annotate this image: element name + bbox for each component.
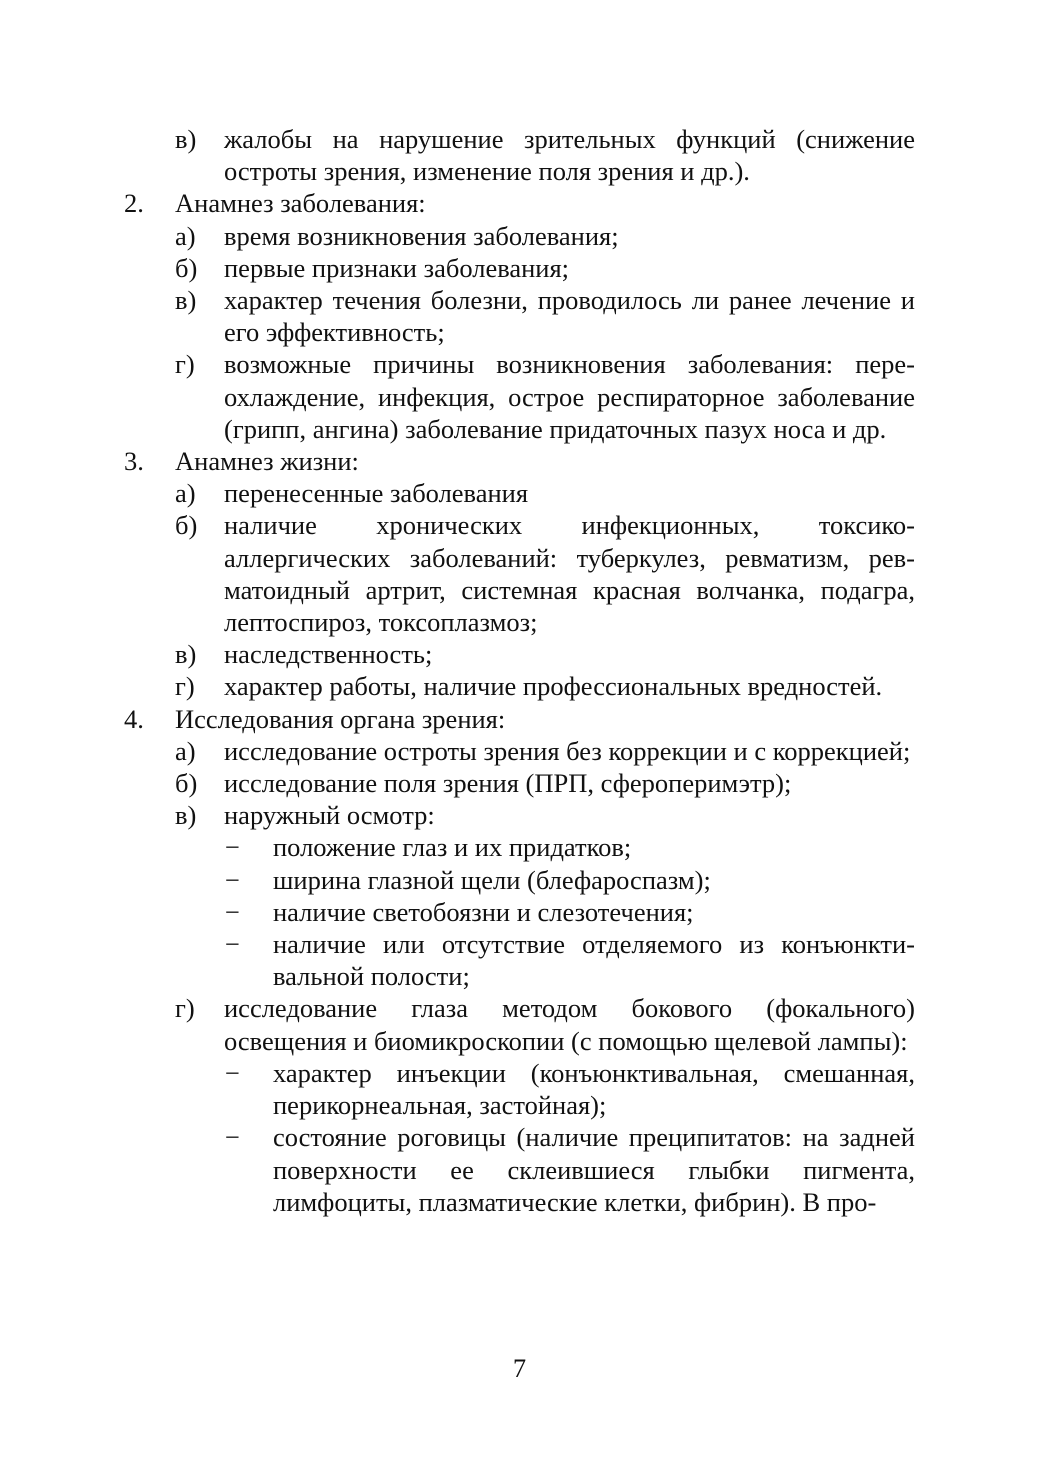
lettered-item xyxy=(0,348,1039,445)
list-item-text: наличие или отсутствие отделяемого из конъюнктивальной полости; xyxy=(273,929,915,992)
list-marker: а) xyxy=(175,478,196,509)
list-item-text: исследование поля зрения (ПРП, сфероперимэтр); xyxy=(224,768,792,799)
list-marker: г) xyxy=(175,349,195,380)
list-item-text: положение глаз и их придатков; xyxy=(273,832,632,863)
list-item-text: Анамнез жизни: xyxy=(175,446,359,477)
lettered-item xyxy=(0,992,1039,1056)
list-item-text: характер течения болезни, проводилось ли ранее лечение и его эффективность; xyxy=(224,285,915,348)
list-item-text: Анамнез заболевания: xyxy=(175,188,426,219)
list-item-text: состояние роговицы (наличие преципитатов: на задней поверхности ее склеившиеся глыбки пигмента, лимфоциты, плазматические клетки, фибрин). В про- xyxy=(273,1122,915,1217)
page-content xyxy=(0,123,1039,1218)
list-item-text: наличие хронических инфекционных, токсико-аллергических заболеваний: туберкулез, ревматизм, ревматоидный артрит, системная красная волчанка, подагра, лептоспироз, токсоплазмоз; xyxy=(224,510,915,638)
dash-item xyxy=(0,831,1039,863)
list-item-text: характер работы, наличие профессиональных вредностей. xyxy=(224,671,883,702)
lettered-item xyxy=(0,123,1039,187)
numbered-item xyxy=(0,703,1039,735)
lettered-item xyxy=(0,638,1039,670)
list-marker: 3. xyxy=(124,446,144,477)
dash-item xyxy=(0,896,1039,928)
list-marker: − xyxy=(225,1122,240,1153)
list-marker: а) xyxy=(175,735,196,766)
list-marker: 2. xyxy=(124,188,144,219)
dash-item xyxy=(0,928,1039,992)
list-marker: г) xyxy=(175,671,195,702)
lettered-item xyxy=(0,477,1039,509)
list-item-text: исследование остроты зрения без коррекции и с коррекцией; xyxy=(224,735,911,766)
list-marker: в) xyxy=(175,285,197,316)
list-item-text: жалобы на нарушение зрительных функций (снижение остроты зрения, изменение поля зрения и др.). xyxy=(224,124,915,187)
list-item-text: перенесенные заболевания xyxy=(224,478,529,509)
lettered-item xyxy=(0,767,1039,799)
lettered-item xyxy=(0,252,1039,284)
list-marker: − xyxy=(225,832,240,863)
lettered-item xyxy=(0,284,1039,348)
list-item-text: возможные причины возникновения заболевания: переохлаждение, инфекция, острое респираторное заболевание (грипп, ангина) заболевание придаточных пазух носа и др. xyxy=(224,349,915,444)
list-marker: в) xyxy=(175,124,197,154)
lettered-item xyxy=(0,670,1039,702)
list-item-text: характер инъекции (конъюнктивальная, смешанная, перикорнеальная, застойная); xyxy=(273,1057,915,1121)
lettered-item xyxy=(0,509,1039,638)
list-item-text: первые признаки заболевания; xyxy=(224,252,570,283)
list-marker: в) xyxy=(175,800,197,831)
lettered-item xyxy=(0,220,1039,252)
list-marker: г) xyxy=(175,993,195,1024)
list-marker: б) xyxy=(175,252,198,283)
list-marker: б) xyxy=(175,510,198,541)
lettered-item xyxy=(0,735,1039,767)
list-item-text: исследование глаза методом бокового (фокального) освещения и биомикроскопии (с помощью щелевой лампы): xyxy=(224,993,915,1056)
list-marker: а) xyxy=(175,220,196,251)
list-marker: 4. xyxy=(124,703,144,734)
list-marker: − xyxy=(225,929,240,960)
numbered-item xyxy=(0,445,1039,477)
list-item-text: время возникновения заболевания; xyxy=(224,220,619,251)
list-item-text: ширина глазной щели (блефароспазм); xyxy=(273,864,711,895)
list-marker: в) xyxy=(175,639,197,670)
numbered-item xyxy=(0,187,1039,219)
list-item-text: наследственность; xyxy=(224,639,433,670)
list-marker: − xyxy=(225,896,240,927)
list-item-text: Исследования органа зрения: xyxy=(175,703,506,734)
list-item-text: наличие светобоязни и слезотечения; xyxy=(273,896,694,927)
dash-item xyxy=(0,1057,1039,1121)
dash-item xyxy=(0,1121,1039,1218)
list-marker: − xyxy=(225,864,240,895)
page-number: 7 xyxy=(512,1353,527,1383)
lettered-item xyxy=(0,799,1039,831)
list-marker: − xyxy=(225,1057,240,1088)
list-item-text: наружный осмотр: xyxy=(224,800,435,831)
list-marker: б) xyxy=(175,768,198,799)
dash-item xyxy=(0,864,1039,896)
